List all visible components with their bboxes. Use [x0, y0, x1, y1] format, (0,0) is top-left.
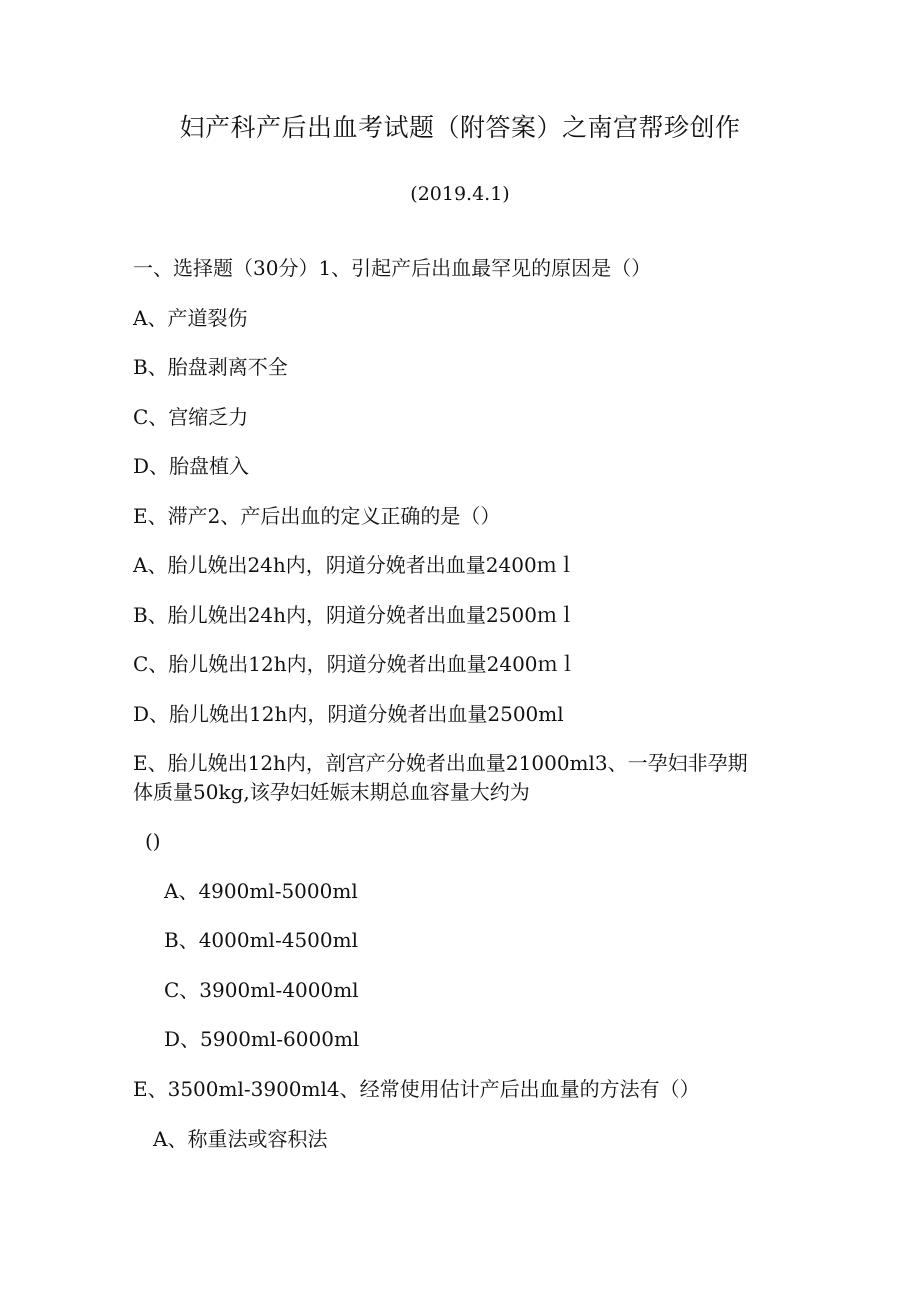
text-line: D、5900ml-6000ml [164, 1027, 360, 1051]
text-line: B、4000ml-4500ml [164, 928, 358, 952]
text-line: D、胎盘植入 [133, 454, 250, 478]
text-line: A、胎儿娩出24h内，阴道分娩者出血量2400ｍｌ [133, 553, 577, 577]
text-line: 体质量50kg,该孕妇妊娠末期总血容量大约为 [133, 780, 530, 804]
text-line: E、胎儿娩出12h内，剖宫产分娩者出血量21000ml3、一孕妇非孕期 [133, 751, 748, 775]
text-line: E、3500ml-3900ml4、经常使用估计产后出血量的方法有（） [133, 1077, 700, 1101]
text-line: C、宫缩乏力 [133, 405, 249, 429]
text-line: B、胎盘剥离不全 [133, 355, 288, 379]
text-line: C、3900ml-4000ml [164, 978, 359, 1002]
text-line: A、产道裂伤 [133, 306, 248, 330]
text-line: C、胎儿娩出12h内，阴道分娩者出血量2400ｍｌ [133, 652, 578, 676]
text-line: E、滞产2、产后出血的定义正确的是（） [133, 504, 501, 528]
document-title: 妇产科产后出血考试题（附答案）之南宫帮珍创作 [179, 113, 741, 142]
text-line: A、4900ml-5000ml [164, 879, 358, 903]
text-line: A、称重法或容积法 [153, 1127, 328, 1151]
text-line: D、胎儿娩出12h内，阴道分娩者出血量2500ml [133, 702, 564, 726]
text-line: 一、选择题（30分）1、引起产后出血最罕见的原因是（） [133, 256, 652, 280]
document-date: (2019.4.1) [410, 183, 510, 205]
text-line: () [145, 829, 161, 853]
text-line: B、胎儿娩出24h内，阴道分娩者出血量2500ｍｌ [133, 603, 577, 627]
